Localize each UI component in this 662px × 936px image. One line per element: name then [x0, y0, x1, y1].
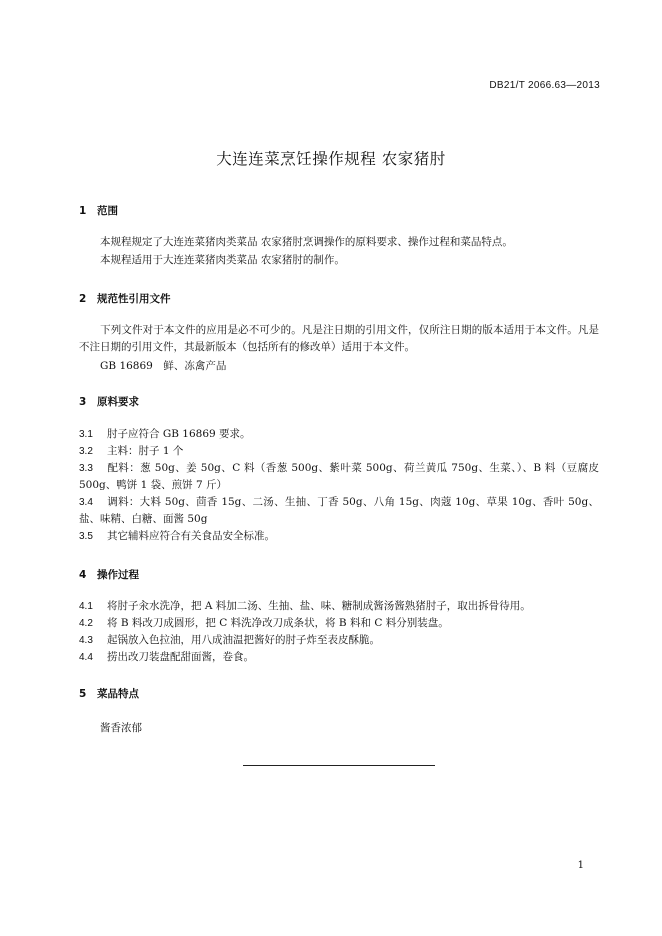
item-number: 3.1 — [79, 429, 93, 440]
section-1-heading — [79, 203, 118, 218]
section-title: 规范性引用文件 — [97, 293, 171, 305]
process-item-2 — [79, 615, 449, 632]
item-number: 3.2 — [79, 446, 93, 457]
reference-item: GB 16869 鲜、冻禽产品 — [100, 360, 227, 372]
section-5-heading — [79, 686, 139, 701]
item-text: 将 B 料改刀成圆形，把 C 料洗净改刀成条状，将 B 料和 C 料分别装盘。 — [107, 617, 449, 629]
references-text: 下列文件对于本文件的应用是必不可少的。凡是注日期的引用文件，仅所注日期的版本适用于本文件。凡是不注日期的引用文件，其最新版本（包括所有的修改单）适用于本文件。 — [79, 324, 599, 353]
materials-item-3 — [79, 460, 599, 494]
section-3-heading — [79, 394, 139, 409]
section-2-heading — [79, 291, 171, 306]
item-number: 3.3 — [79, 463, 93, 474]
item-text: 调料：大料 50g、茴香 15g、二汤、生抽、丁香 50g、八角 15g、肉蔻 10g、草果 10g、香叶 50g、盐、味精、白糖、面酱 50g — [79, 496, 599, 525]
section-title: 操作过程 — [97, 569, 139, 581]
section-number: 5 — [79, 688, 87, 700]
process-item-1 — [79, 598, 531, 615]
item-text: 其它辅料应符合有关食品安全标准。 — [107, 530, 275, 542]
section-number: 1 — [79, 205, 87, 217]
item-text: 起锅放入色拉油，用八成油温把酱好的肘子炸至表皮酥脆。 — [107, 634, 380, 646]
end-rule — [243, 765, 435, 766]
item-number: 4.2 — [79, 618, 93, 629]
materials-item-5 — [79, 528, 275, 545]
section-4-heading — [79, 567, 139, 582]
page-title: 大连连菜烹饪操作规程 农家猪肘 — [216, 150, 446, 168]
item-text: 配料：葱 50g、姜 50g、C 料（香葱 500g、紫叶菜 500g、荷兰黄瓜 750g、生菜、）、B 料（豆腐皮 500g、鸭饼 1 袋、煎饼 7 斤） — [79, 462, 599, 491]
process-item-3 — [79, 632, 380, 649]
references-paragraph — [79, 322, 599, 356]
features-text: 酱香浓郁 — [100, 722, 142, 734]
section-number: 3 — [79, 396, 87, 408]
materials-item-2 — [79, 443, 183, 460]
item-text: 将肘子汆水洗净，把 A 料加二汤、生抽、盐、味、糖制成酱汤酱熟猪肘子，取出拆骨待用。 — [107, 600, 531, 612]
materials-item-1 — [79, 426, 251, 443]
section-title: 原料要求 — [97, 396, 139, 408]
item-text: 肘子应符合 GB 16869 要求。 — [107, 428, 251, 440]
item-number: 3.4 — [79, 497, 93, 508]
section-title: 菜品特点 — [97, 688, 139, 700]
item-number: 4.4 — [79, 652, 93, 663]
section-title: 范围 — [97, 205, 118, 217]
section-number: 2 — [79, 293, 87, 305]
materials-item-4 — [79, 494, 599, 528]
item-text: 主料：肘子 1 个 — [107, 445, 184, 457]
scope-paragraph-2: 本规程适用于大连连菜猪肉类菜品 农家猪肘的制作。 — [100, 254, 345, 266]
item-number: 4.3 — [79, 635, 93, 646]
scope-paragraph-1: 本规程规定了大连连菜猪肉类菜品 农家猪肘烹调操作的原料要求、操作过程和菜品特点。 — [100, 236, 513, 248]
process-item-4 — [79, 649, 254, 666]
item-number: 4.1 — [79, 601, 93, 612]
page-number: 1 — [577, 860, 584, 871]
section-number: 4 — [79, 569, 87, 581]
item-text: 捞出改刀装盘配甜面酱，卷食。 — [107, 651, 254, 663]
document-code: DB21/T 2066.63—2013 — [489, 80, 600, 91]
item-number: 3.5 — [79, 531, 93, 542]
